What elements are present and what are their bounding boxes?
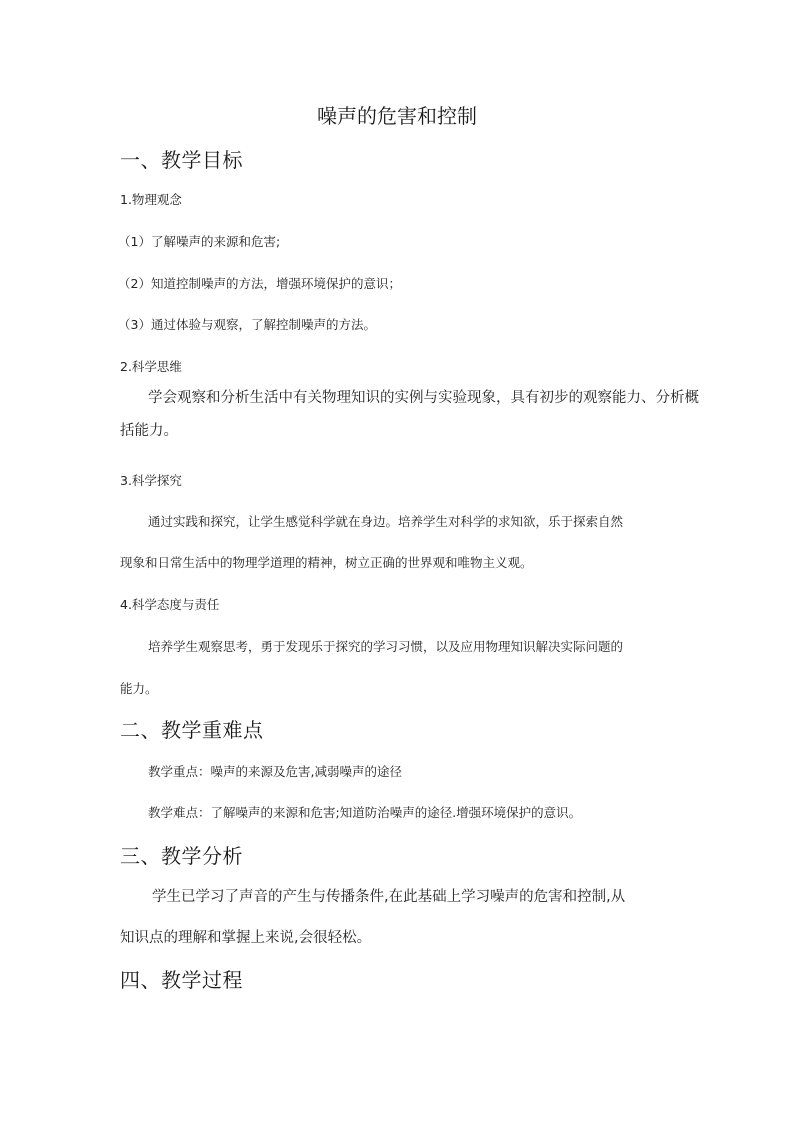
document-title: 噪声的危害和控制 [317, 104, 477, 128]
subheading-scientific-thinking: 2.科学思维 [120, 359, 182, 374]
subheading-attitude-responsibility: 4.科学态度与责任 [120, 597, 220, 612]
attitude-paragraph-line-1: 培养学生观察思考，勇于发现乐于探究的学习习惯，以及应用物理知识解决实际问题的 [148, 639, 624, 654]
analysis-paragraph-line-1: 学生已学习了声音的产生与传播条件,在此基础上学习噪声的危害和控制,从 [152, 889, 626, 905]
key-point-text: 教学重点：噪声的来源及危害,减弱噪声的途径 [148, 764, 402, 779]
inquiry-paragraph-line-2: 现象和日常生活中的物理学道理的精神，树立正确的世界观和唯物主义观。 [120, 555, 533, 570]
section-heading-process: 四、教学过程 [120, 968, 243, 992]
subheading-scientific-inquiry: 3.科学探究 [120, 473, 182, 488]
objective-item-3: （3）通过体验与观察，了解控制噪声的方法。 [118, 317, 376, 332]
difficult-point-text: 教学难点：了解噪声的来源和危害;知道防治噪声的途径.增强环境保护的意识。 [148, 805, 582, 820]
attitude-paragraph-line-2: 能力。 [120, 681, 158, 696]
subheading-physics-concept: 1.物理观念 [120, 192, 182, 207]
thinking-paragraph-line-2: 括能力。 [120, 423, 178, 439]
section-heading-objectives: 一、教学目标 [120, 148, 243, 172]
inquiry-paragraph-line-1: 通过实践和探究，让学生感觉科学就在身边。培养学生对科学的求知欲，乐于探索自然 [148, 514, 624, 529]
thinking-paragraph-line-1: 学会观察和分析生活中有关物理知识的实例与实验现象，具有初步的观察能力、分析概 [148, 390, 699, 406]
section-heading-analysis: 三、教学分析 [120, 844, 243, 868]
analysis-paragraph-line-2: 知识点的理解和掌握上来说,会很轻松。 [120, 930, 372, 946]
section-heading-key-difficult: 二、教学重难点 [120, 718, 264, 742]
objective-item-2: （2）知道控制噪声的方法，增强环境保护的意识； [118, 276, 401, 291]
objective-item-1: （1）了解噪声的来源和危害; [118, 234, 281, 249]
